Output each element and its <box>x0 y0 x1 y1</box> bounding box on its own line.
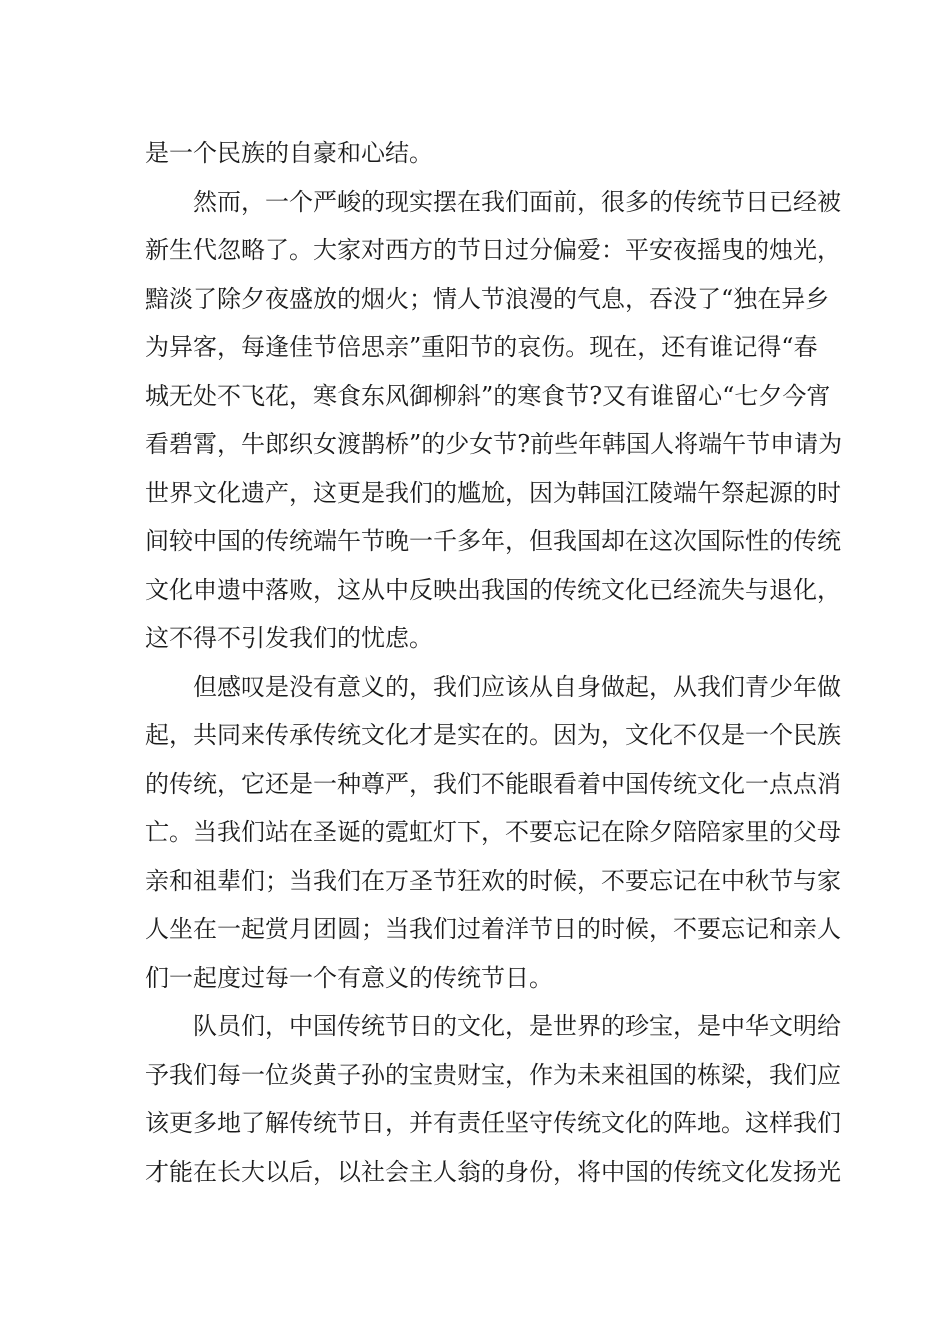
paragraph-first-line: 但感叹是没有意义的，我们应该从自身做起，从我们青少年做 <box>193 672 841 701</box>
text-line: 亡。当我们站在圣诞的霓虹灯下，不要忘记在除夕陪陪家里的父母 <box>145 818 841 846</box>
text-line: 这不得不引发我们的忧虑。 <box>145 624 433 652</box>
text-line: 黯淡了除夕夜盛放的烟火；情人节浪漫的气息，吞没了“独在异乡 <box>145 284 830 313</box>
paragraph-first-line: 然而，一个严峻的现实摆在我们面前，很多的传统节日已经被 <box>193 187 841 216</box>
text-line: 世界文化遗产，这更是我们的尴尬，因为韩国江陵端午祭起源的时 <box>145 478 841 507</box>
text-line: 间较中国的传统端午节晚一千多年，但我国却在这次国际性的传统 <box>145 527 841 555</box>
text-line: 为异客，每逢佳节倍思亲”重阳节的哀伤。现在，还有谁记得“春 <box>145 333 818 361</box>
text-line: 城无处不飞花，寒食东风御柳斜”的寒食节?又有谁留心“七夕今宵 <box>145 381 831 410</box>
text-line: 才能在长大以后，以社会主人翁的身份，将中国的传统文化发扬光 <box>145 1157 841 1186</box>
text-line: 文化申遗中落败，这从中反映出我国的传统文化已经流失与退化， <box>145 575 841 604</box>
text-line: 起，共同来传承传统文化才是实在的。因为，文化不仅是一个民族 <box>145 721 841 749</box>
document-body <box>145 129 843 1196</box>
text-line: 们一起度过每一个有意义的传统节日。 <box>145 963 553 992</box>
text-line: 看碧霄，牛郎织女渡鹊桥”的少女节?前些年韩国人将端午节申请为 <box>145 430 843 458</box>
paragraph-first-line: 队员们，中国传统节日的文化，是世界的珍宝，是中华文明给 <box>193 1012 841 1040</box>
text-line: 予我们每一位炎黄子孙的宝贵财宝，作为未来祖国的栋梁，我们应 <box>145 1060 841 1089</box>
text-line: 的传统，它还是一种尊严，我们不能眼看着中国传统文化一点点消 <box>145 769 841 798</box>
text-line: 人坐在一起赏月团圆；当我们过着洋节日的时候，不要忘记和亲人 <box>145 915 841 943</box>
text-line: 该更多地了解传统节日，并有责任坚守传统文化的阵地。这样我们 <box>145 1109 841 1137</box>
text-line: 新生代忽略了。大家对西方的节日过分偏爱：平安夜摇曳的烛光， <box>145 236 841 264</box>
text-line: 亲和祖辈们；当我们在万圣节狂欢的时候，不要忘记在中秋节与家 <box>145 866 841 895</box>
text-line: 是一个民族的自豪和心结。 <box>145 139 433 167</box>
